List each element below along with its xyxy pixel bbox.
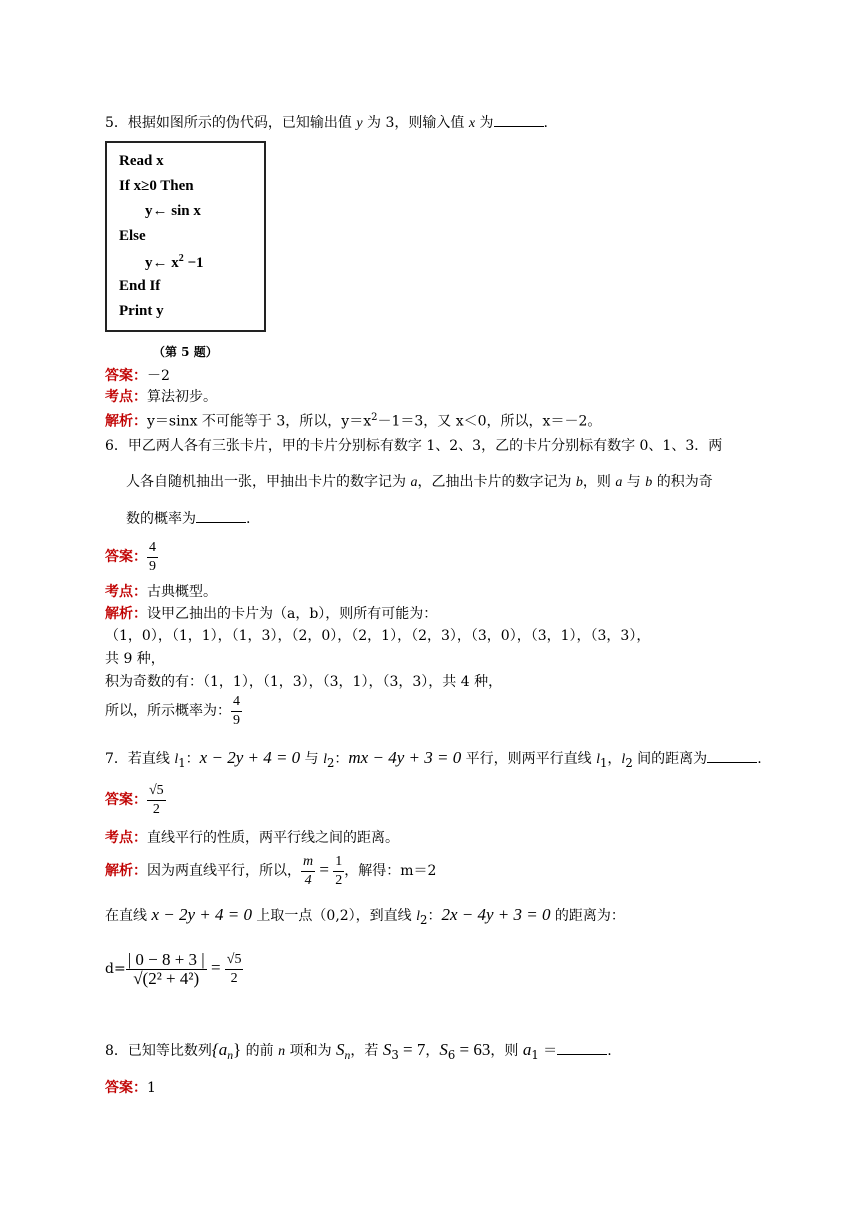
q6-analysis: 解析：设甲乙抽出的卡片为（a，b），则所有可能为： <box>105 606 438 622</box>
answer-blank <box>196 508 246 523</box>
figure-caption: （第 5 题） <box>153 345 218 359</box>
fraction: $\frac{| 0 - 8 + 3 |}{\text{√(2² + 4²)}}$ <box>127 949 205 988</box>
q7-distance: d= $\frac{| 0 - 8 + 3 |}{\text{√(2² + 4²)}}$ = $\frac{√5}{2}$ <box>105 949 242 988</box>
fraction: $\frac{1}{2}$ <box>335 853 343 888</box>
q8-stem: 8．已知等比数列$\{a_n\}$ 的前 n 项和为 $S_n$，若 $S_3 = 7$，$S_6 = 63$，则 $a_1$ ＝ . <box>105 1040 612 1062</box>
q6-pairs: （1，0），（1，1），（1，3），（2，0），（2，1），（2，3），（3，0），（3，1），（3，3）， <box>105 628 651 644</box>
q8-answer: 答案：1 <box>105 1080 156 1096</box>
q6-stem-line1: 6．甲乙两人各有三张卡片，甲的卡片分别标有数字 1、2、3，乙的卡片分别标有数字 0、1、3．两 <box>105 438 723 454</box>
code-line: If x≥0 Then <box>119 178 194 194</box>
fraction: $\frac{√5}{2}$ <box>149 782 164 817</box>
answer-blank <box>494 112 544 127</box>
fraction: $\frac{m}{4}$ <box>303 853 314 888</box>
q6-stem-line2: 人各自随机抽出一张，甲抽出卡片的数字记为 a，乙抽出卡片的数字记为 b，则 a 与 b 的积为奇 <box>126 474 713 490</box>
q6-topic: 考点：古典概型。 <box>105 584 217 600</box>
q7-stem: 7．若直线 $l_1$：x − 2y + 4 = 0 与 $l_2$：mx − 4y + 3 = 0 平行，则两平行直线 $l_1$，$l_2$ 间的距离为 . <box>105 748 762 770</box>
fraction: $\frac{√5}{2}$ <box>226 951 242 986</box>
q7-line2: 在直线 x − 2y + 4 = 0 上取一点（0,2），到直线 $l_2$：2x − 4y + 3 = 0 的距离为： <box>105 905 625 927</box>
q5-topic: 考点：算法初步。 <box>105 389 217 405</box>
q5-stem: 5．根据如图所示的伪代码，已知输出值 y 为 3，则输入值 x 为 . <box>105 112 548 134</box>
fraction: $\frac{4}{9}$ <box>149 539 156 574</box>
q5-answer: 答案：－2 <box>105 368 170 384</box>
q5-analysis: 解析：y＝sinx 不可能等于 3，所以，$y=x^2-1=3$，又 x＜0，所以，x＝－2。 <box>105 412 602 430</box>
code-line: y← sin x <box>145 203 201 219</box>
q6-count: 共 9 种， <box>105 651 165 667</box>
code-line: Read x <box>119 153 164 169</box>
answer-blank <box>557 1040 607 1055</box>
code-line: Print y <box>119 303 164 319</box>
q6-odd: 积为奇数的有：（1，1），（1，3），（3，1），（3，3），共 4 种， <box>105 674 503 690</box>
answer-blank <box>707 748 757 763</box>
q6-stem-line3: 数的概率为 . <box>126 508 250 529</box>
q6-result: 所以，所示概率为： $\frac{4}{9}$ <box>105 693 240 728</box>
q6-answer: 答案： $\frac{4}{9}$ <box>105 539 156 574</box>
code-line: y← $x^2 -1$ <box>145 253 204 271</box>
q7-answer: 答案： $\frac{√5}{2}$ <box>105 782 164 817</box>
code-line: Else <box>119 228 146 244</box>
code-line: End If <box>119 278 161 294</box>
pseudocode-box <box>105 141 266 332</box>
fraction: $\frac{4}{9}$ <box>233 693 240 728</box>
q7-analysis: 解析：因为两直线平行，所以， $\frac{m}{4}$ = $\frac{1}{2}$ ，解得：m＝2 <box>105 853 437 888</box>
q7-topic: 考点：直线平行的性质，两平行线之间的距离。 <box>105 830 399 846</box>
